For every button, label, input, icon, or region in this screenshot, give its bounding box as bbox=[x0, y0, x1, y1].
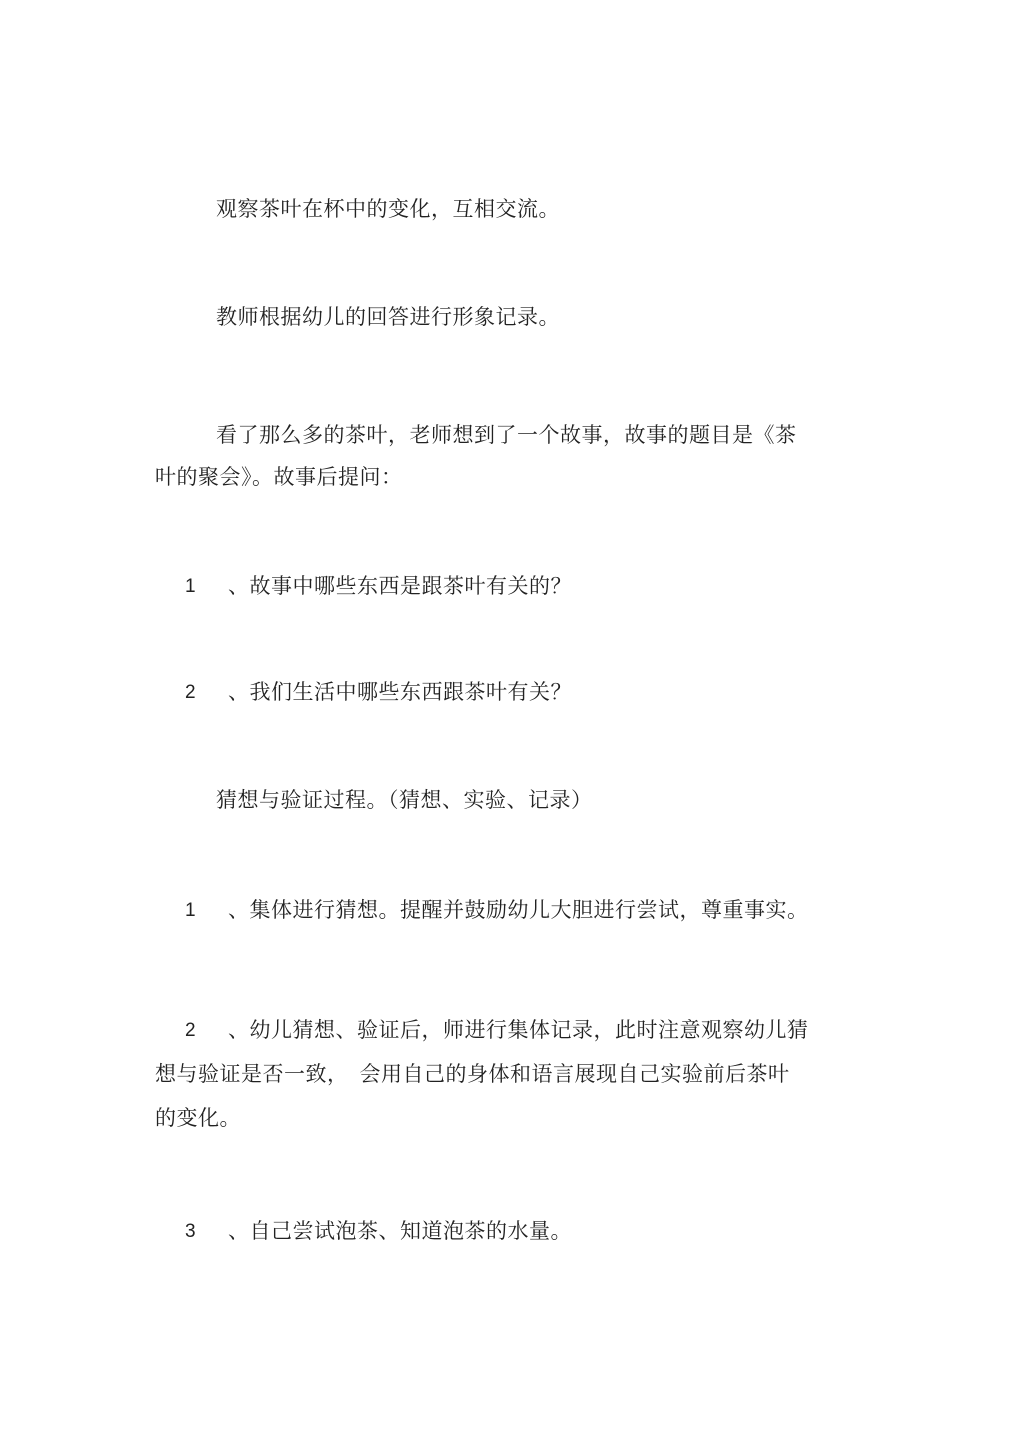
step-3-number: 3 bbox=[185, 1221, 196, 1242]
question-2-number: 2 bbox=[185, 682, 196, 703]
paragraph-guess-verify: 猜想与验证过程。（猜想、实验、记录） bbox=[216, 788, 593, 812]
question-1-number: 1 bbox=[185, 576, 196, 597]
step-2-line3: 的变化。 bbox=[155, 1106, 241, 1130]
step-1-number: 1 bbox=[185, 900, 196, 921]
question-1-text: 、故事中哪些东西是跟茶叶有关的？ bbox=[228, 574, 572, 598]
question-2-text: 、我们生活中哪些东西跟茶叶有关？ bbox=[228, 680, 572, 704]
step-1-text: 、集体进行猜想。提醒并鼓励幼儿大胆进行尝试，尊重事实。 bbox=[228, 898, 809, 922]
step-3-text: 、自己尝试泡茶、知道泡茶的水量。 bbox=[228, 1219, 572, 1243]
paragraph-story-line1: 看了那么多的茶叶，老师想到了一个故事，故事的题目是《茶 bbox=[216, 423, 797, 447]
step-2-number: 2 bbox=[185, 1020, 196, 1041]
step-2-line2: 想与验证是否一致， 会用自己的身体和语言展现自己实验前后茶叶 bbox=[155, 1062, 790, 1086]
paragraph-story-line2: 叶的聚会》。故事后提问： bbox=[155, 465, 403, 489]
paragraph-observe: 观察茶叶在杯中的变化，互相交流。 bbox=[216, 197, 560, 221]
step-2-line1: 、幼儿猜想、验证后，师进行集体记录，此时注意观察幼儿猜 bbox=[228, 1018, 809, 1042]
paragraph-teacher-record: 教师根据幼儿的回答进行形象记录。 bbox=[216, 305, 560, 329]
